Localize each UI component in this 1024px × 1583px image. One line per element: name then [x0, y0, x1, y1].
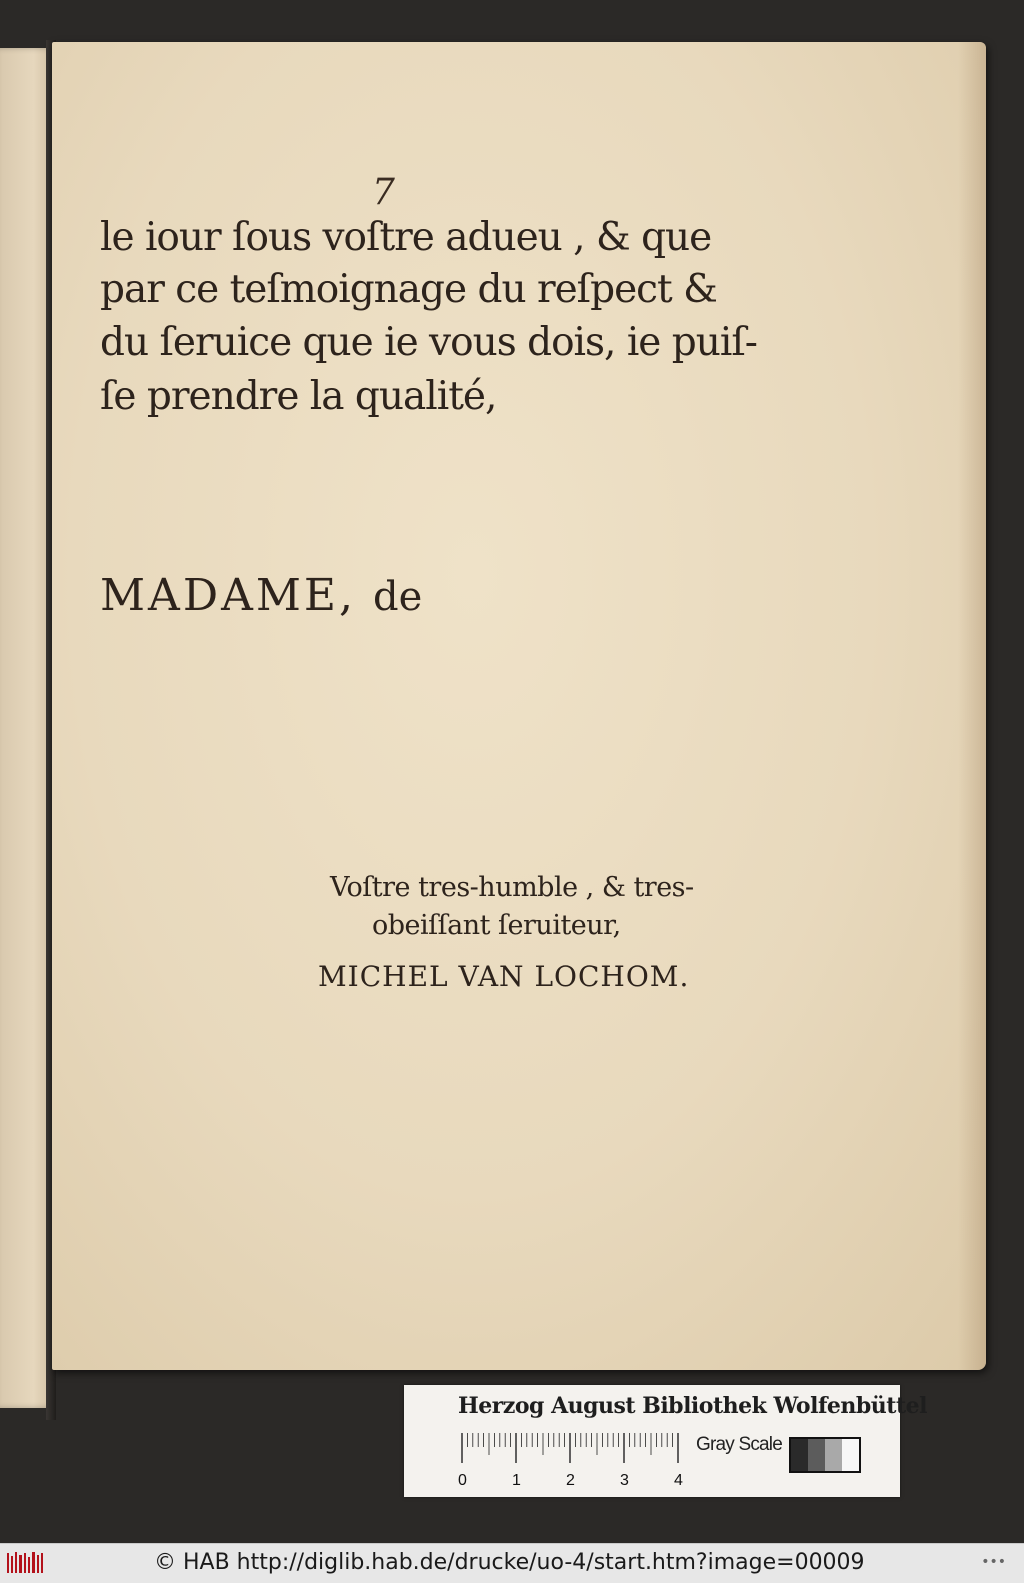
ruler-label: 2: [566, 1472, 575, 1489]
text-line: ſe prendre la qualité,: [100, 374, 497, 419]
signature-line-1: Voſtre tres-humble , & tres-: [330, 872, 694, 903]
salutation-suffix: de: [373, 574, 423, 620]
hab-logo-icon[interactable]: [6, 1550, 46, 1576]
text-line: du ſeruice que ie vous dois, ie puiſ-: [100, 320, 757, 365]
book-page: [52, 42, 986, 1370]
text-line: par ce teſmoignage du reſpect &: [100, 267, 717, 312]
gray-patch: [808, 1439, 825, 1471]
ruler-label: 0: [458, 1472, 467, 1489]
salutation-title: MADAME,: [100, 570, 357, 621]
copyright-url[interactable]: © HAB http://diglib.hab.de/drucke/uo-4/start.htm?image=00009: [154, 1550, 865, 1575]
signature-name: MICHEL VAN LOCHOM.: [318, 960, 690, 993]
viewer-footer: [0, 1543, 1024, 1583]
ruler-label: 1: [512, 1472, 521, 1489]
ruler-scale: [456, 1431, 686, 1491]
signature-line-2: obeiſſant ſeruiteur,: [372, 910, 621, 941]
salutation: [100, 570, 422, 621]
more-menu-icon[interactable]: •••: [981, 1554, 1006, 1570]
gray-patch: [791, 1439, 808, 1471]
gray-patch: [825, 1439, 842, 1471]
gray-patch: [842, 1439, 859, 1471]
gray-scale-patches: [789, 1437, 861, 1473]
scale-target-card: [404, 1385, 927, 1497]
library-name: Herzog August Bibliothek Wolfenbüttel: [458, 1393, 927, 1419]
text-line: le iour ſous voſtre adueu , & que: [100, 215, 712, 260]
ruler-label: 3: [620, 1472, 629, 1489]
page-number: 7: [372, 172, 395, 213]
ruler-label: 4: [674, 1472, 683, 1489]
gray-scale-label: Gray Scale: [696, 1434, 782, 1455]
ruler-ticks: [462, 1433, 678, 1463]
